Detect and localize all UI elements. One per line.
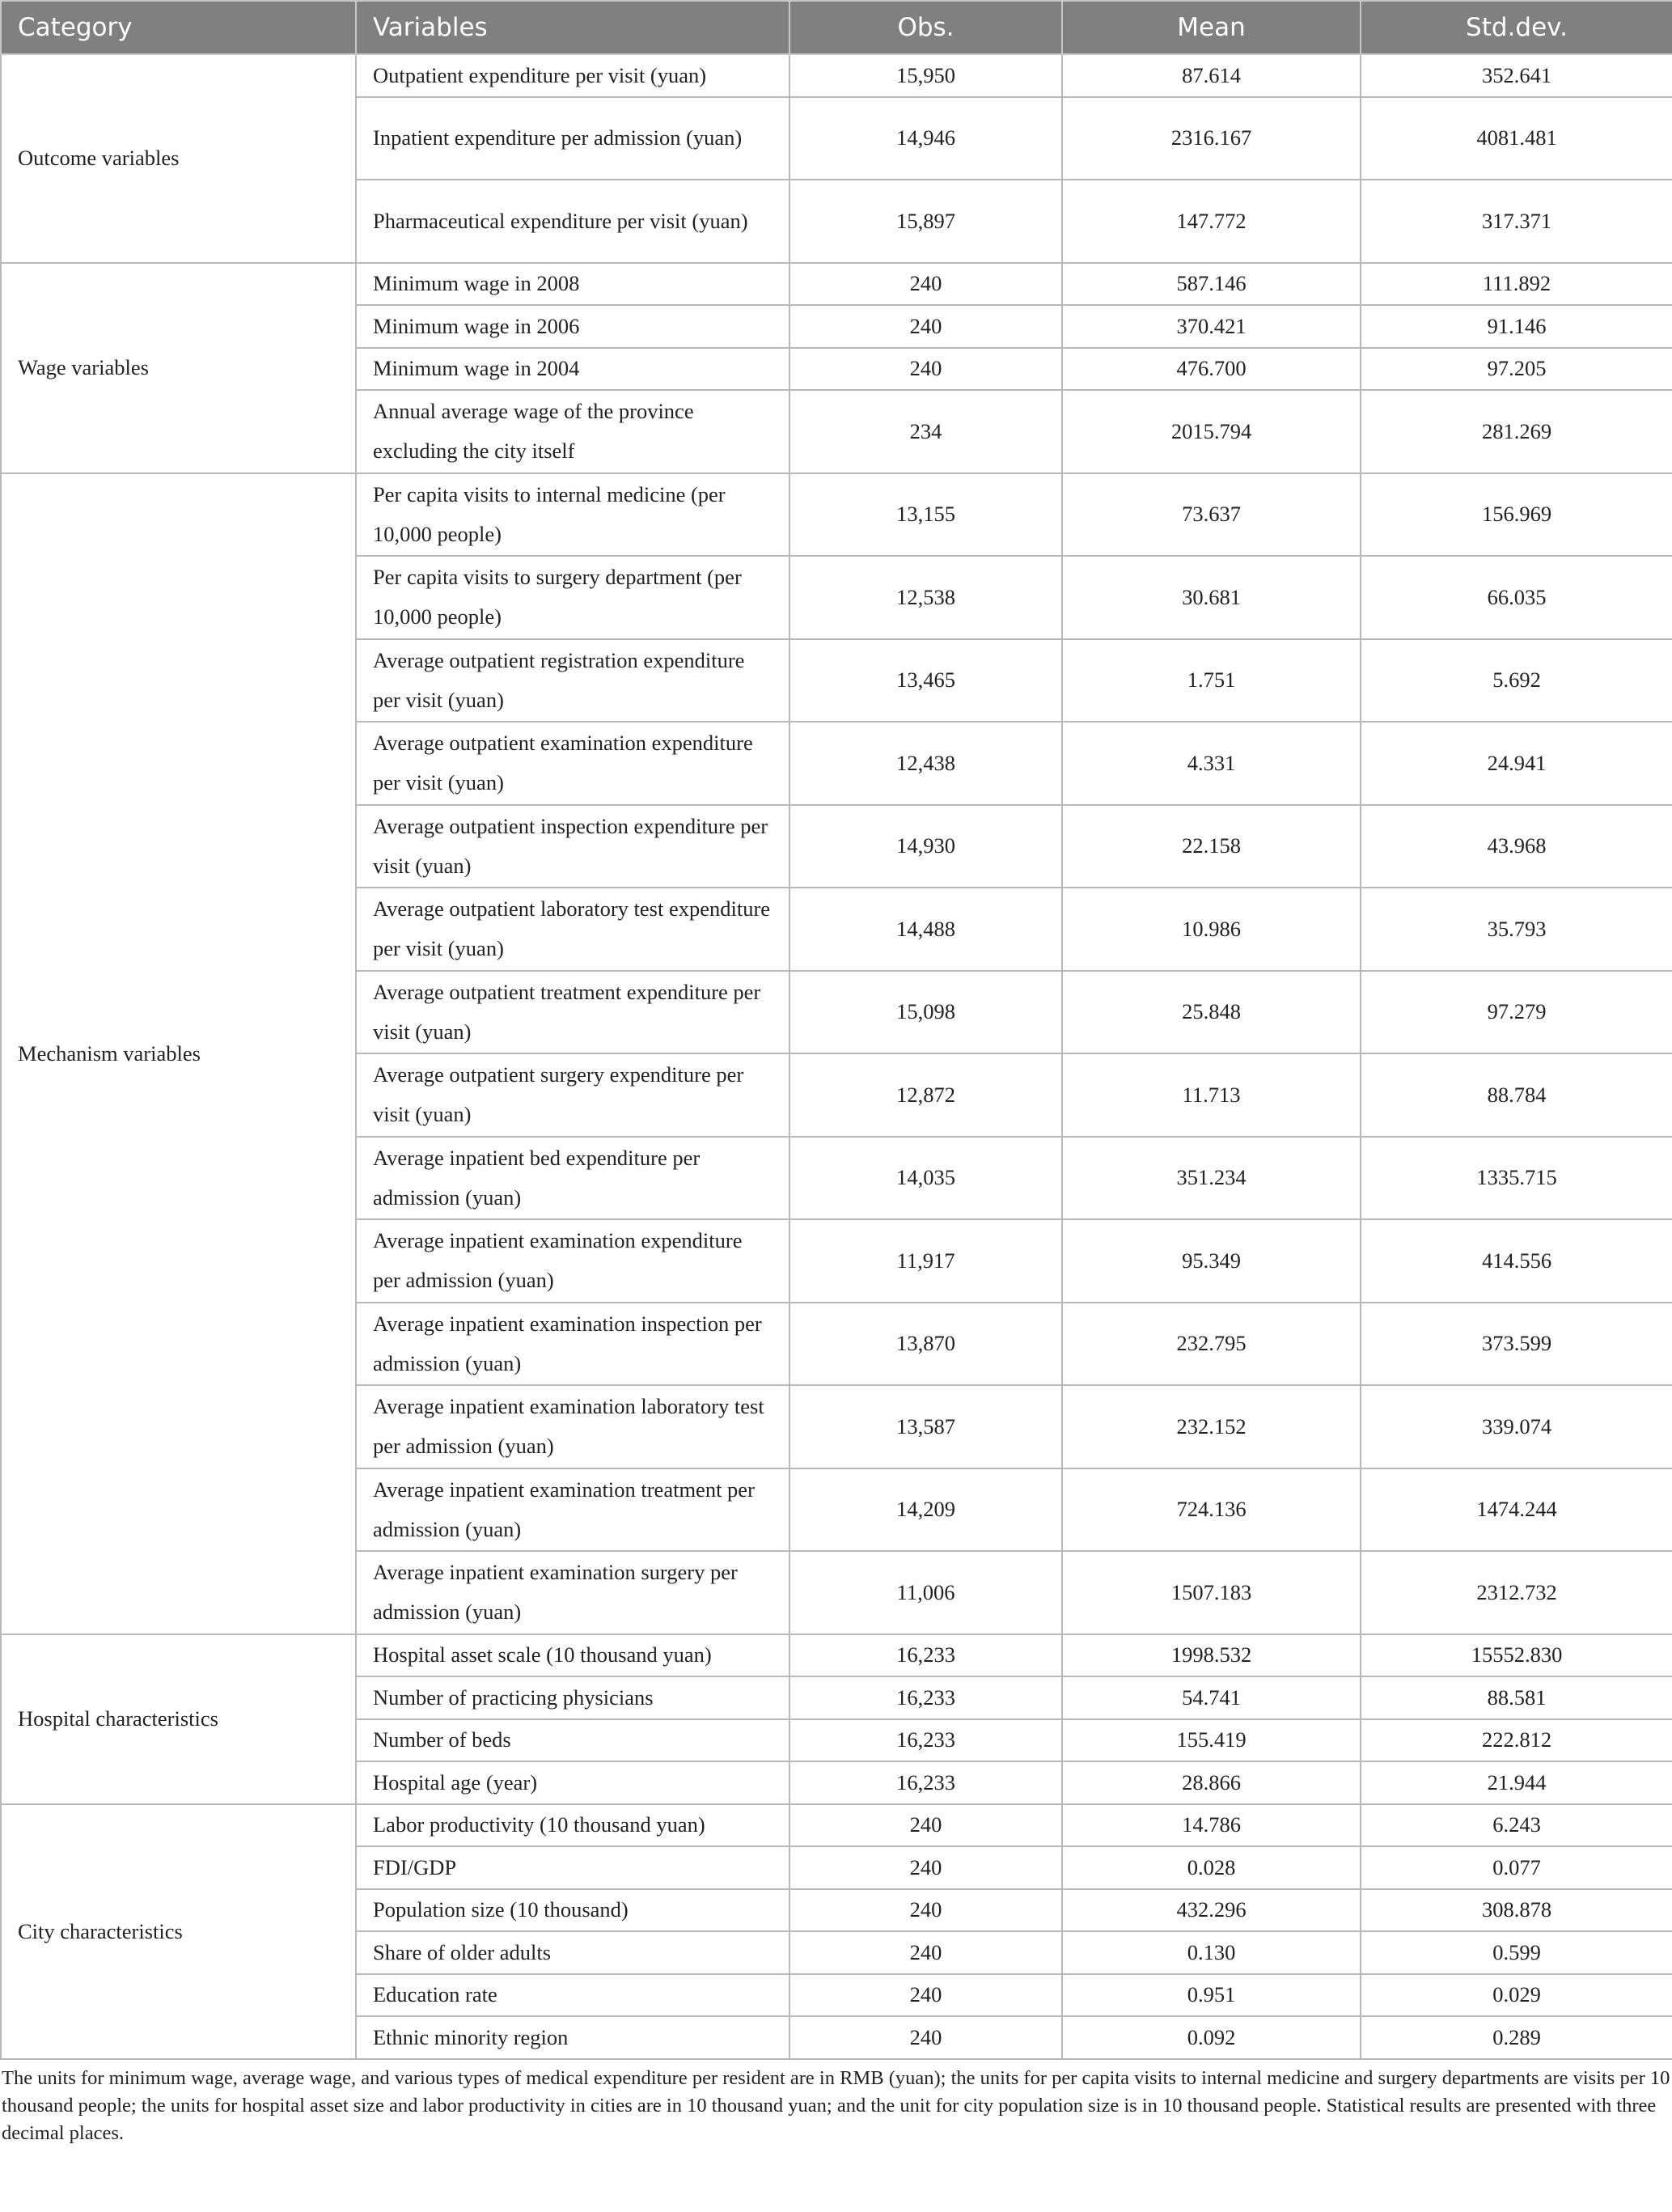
- variable-cell: Average inpatient examination laboratory test per admission (yuan): [356, 1385, 789, 1468]
- obs-cell: 14,930: [789, 805, 1062, 888]
- std-dev-cell: 156.969: [1361, 473, 1672, 557]
- obs-cell: 240: [789, 1931, 1062, 1974]
- mean-cell: 1507.183: [1062, 1551, 1361, 1634]
- std-dev-cell: 222.812: [1361, 1719, 1672, 1762]
- std-dev-cell: 15552.830: [1361, 1634, 1672, 1677]
- mean-cell: 14.786: [1062, 1804, 1361, 1847]
- mean-cell: 30.681: [1062, 556, 1361, 639]
- category-cell: Wage variables: [1, 263, 356, 473]
- category-cell: City characteristics: [1, 1804, 356, 2059]
- mean-cell: 4.331: [1062, 722, 1361, 805]
- mean-cell: 0.092: [1062, 2016, 1361, 2059]
- std-dev-cell: 6.243: [1361, 1804, 1672, 1847]
- std-dev-cell: 317.371: [1361, 180, 1672, 263]
- obs-cell: 16,233: [789, 1634, 1062, 1677]
- table-row: [1, 473, 1672, 557]
- obs-cell: 11,006: [789, 1551, 1062, 1634]
- std-dev-cell: 43.968: [1361, 805, 1672, 888]
- mean-cell: 232.795: [1062, 1303, 1361, 1386]
- table-row: [1, 54, 1672, 97]
- std-dev-cell: 1335.715: [1361, 1137, 1672, 1220]
- variable-cell: Average outpatient treatment expenditure per visit (yuan): [356, 971, 789, 1054]
- mean-cell: 476.700: [1062, 348, 1361, 391]
- std-dev-cell: 97.205: [1361, 348, 1672, 391]
- header-variables: Variables: [356, 1, 789, 54]
- obs-cell: 14,488: [789, 888, 1062, 971]
- std-dev-cell: 373.599: [1361, 1303, 1672, 1386]
- variable-cell: Annual average wage of the province excluding the city itself: [356, 390, 789, 473]
- std-dev-cell: 21.944: [1361, 1761, 1672, 1804]
- obs-cell: 240: [789, 305, 1062, 348]
- variable-cell: Labor productivity (10 thousand yuan): [356, 1804, 789, 1847]
- variable-cell: Pharmaceutical expenditure per visit (yuan): [356, 180, 789, 263]
- variable-cell: Number of beds: [356, 1719, 789, 1762]
- mean-cell: 28.866: [1062, 1761, 1361, 1804]
- obs-cell: 14,209: [789, 1468, 1062, 1552]
- category-cell: Outcome variables: [1, 54, 356, 263]
- variable-cell: Average inpatient bed expenditure per admission (yuan): [356, 1137, 789, 1220]
- variable-cell: FDI/GDP: [356, 1846, 789, 1889]
- obs-cell: 13,155: [789, 473, 1062, 557]
- mean-cell: 587.146: [1062, 263, 1361, 306]
- obs-cell: 11,917: [789, 1219, 1062, 1303]
- obs-cell: 16,233: [789, 1761, 1062, 1804]
- table-footnote: The units for minimum wage, average wage, and various types of medical expenditure per resident are in RMB (yuan); the units for per capita visits to internal medicine and surgery departments are visits per 10 thousand people; the units for hospital asset size and labor productivity in cities are in 10 thousand yuan; and the unit for city population size is in 10 thousand people. Statistical results are presented with three decimal places.: [2, 2066, 1670, 2144]
- variable-cell: Per capita visits to surgery department (per 10,000 people): [356, 556, 789, 639]
- std-dev-cell: 0.599: [1361, 1931, 1672, 1974]
- obs-cell: 16,233: [789, 1719, 1062, 1762]
- variable-cell: Minimum wage in 2008: [356, 263, 789, 306]
- mean-cell: 0.951: [1062, 1974, 1361, 2017]
- mean-cell: 10.986: [1062, 888, 1361, 971]
- variable-cell: Per capita visits to internal medicine (per 10,000 people): [356, 473, 789, 557]
- obs-cell: 13,465: [789, 639, 1062, 723]
- std-dev-cell: 414.556: [1361, 1219, 1672, 1303]
- mean-cell: 351.234: [1062, 1137, 1361, 1220]
- std-dev-cell: 352.641: [1361, 54, 1672, 97]
- std-dev-cell: 281.269: [1361, 390, 1672, 473]
- mean-cell: 2316.167: [1062, 97, 1361, 180]
- mean-cell: 22.158: [1062, 805, 1361, 888]
- header-std-dev: Std.dev.: [1361, 1, 1672, 54]
- std-dev-cell: 88.784: [1361, 1053, 1672, 1137]
- obs-cell: 15,897: [789, 180, 1062, 263]
- obs-cell: 240: [789, 1974, 1062, 2017]
- std-dev-cell: 308.878: [1361, 1889, 1672, 1932]
- std-dev-cell: 0.289: [1361, 2016, 1672, 2059]
- variable-cell: Average inpatient examination expenditure per admission (yuan): [356, 1219, 789, 1303]
- std-dev-cell: 91.146: [1361, 305, 1672, 348]
- variable-cell: Population size (10 thousand): [356, 1889, 789, 1932]
- variable-cell: Hospital asset scale (10 thousand yuan): [356, 1634, 789, 1677]
- variable-cell: Education rate: [356, 1974, 789, 2017]
- mean-cell: 87.614: [1062, 54, 1361, 97]
- obs-cell: 240: [789, 2016, 1062, 2059]
- variable-cell: Ethnic minority region: [356, 2016, 789, 2059]
- variable-cell: Average outpatient registration expenditure per visit (yuan): [356, 639, 789, 723]
- std-dev-cell: 35.793: [1361, 888, 1672, 971]
- obs-cell: 240: [789, 348, 1062, 391]
- obs-cell: 240: [789, 1804, 1062, 1847]
- std-dev-cell: 111.892: [1361, 263, 1672, 306]
- mean-cell: 0.130: [1062, 1931, 1361, 1974]
- mean-cell: 232.152: [1062, 1385, 1361, 1468]
- mean-cell: 11.713: [1062, 1053, 1361, 1137]
- std-dev-cell: 97.279: [1361, 971, 1672, 1054]
- obs-cell: 16,233: [789, 1676, 1062, 1719]
- mean-cell: 54.741: [1062, 1676, 1361, 1719]
- table-body: [1, 54, 1672, 2059]
- variable-cell: Average inpatient examination surgery per admission (yuan): [356, 1551, 789, 1634]
- variable-cell: Average outpatient surgery expenditure per visit (yuan): [356, 1053, 789, 1137]
- obs-cell: 13,587: [789, 1385, 1062, 1468]
- mean-cell: 1.751: [1062, 639, 1361, 723]
- category-cell: Mechanism variables: [1, 473, 356, 1634]
- mean-cell: 724.136: [1062, 1468, 1361, 1552]
- mean-cell: 2015.794: [1062, 390, 1361, 473]
- std-dev-cell: 66.035: [1361, 556, 1672, 639]
- category-cell: Hospital characteristics: [1, 1634, 356, 1804]
- std-dev-cell: 88.581: [1361, 1676, 1672, 1719]
- obs-cell: 14,035: [789, 1137, 1062, 1220]
- header-mean: Mean: [1062, 1, 1361, 54]
- variable-cell: Average outpatient inspection expenditure per visit (yuan): [356, 805, 789, 888]
- variable-cell: Number of practicing physicians: [356, 1676, 789, 1719]
- mean-cell: 73.637: [1062, 473, 1361, 557]
- mean-cell: 1998.532: [1062, 1634, 1361, 1677]
- variable-cell: Minimum wage in 2004: [356, 348, 789, 391]
- variable-cell: Inpatient expenditure per admission (yuan): [356, 97, 789, 180]
- std-dev-cell: 0.029: [1361, 1974, 1672, 2017]
- variable-cell: Minimum wage in 2006: [356, 305, 789, 348]
- obs-cell: 240: [789, 1889, 1062, 1932]
- obs-cell: 12,438: [789, 722, 1062, 805]
- std-dev-cell: 1474.244: [1361, 1468, 1672, 1552]
- table-row: [1, 263, 1672, 306]
- table-row: [1, 1804, 1672, 1847]
- obs-cell: 13,870: [789, 1303, 1062, 1386]
- obs-cell: 12,538: [789, 556, 1062, 639]
- header-category: Category: [1, 1, 356, 54]
- std-dev-cell: 24.941: [1361, 722, 1672, 805]
- mean-cell: 147.772: [1062, 180, 1361, 263]
- obs-cell: 240: [789, 1846, 1062, 1889]
- mean-cell: 0.028: [1062, 1846, 1361, 1889]
- obs-cell: 15,950: [789, 54, 1062, 97]
- mean-cell: 155.419: [1062, 1719, 1361, 1762]
- mean-cell: 432.296: [1062, 1889, 1361, 1932]
- variable-cell: Average inpatient examination inspection per admission (yuan): [356, 1303, 789, 1386]
- std-dev-cell: 0.077: [1361, 1846, 1672, 1889]
- variable-cell: Share of older adults: [356, 1931, 789, 1974]
- std-dev-cell: 4081.481: [1361, 97, 1672, 180]
- obs-cell: 12,872: [789, 1053, 1062, 1137]
- obs-cell: 14,946: [789, 97, 1062, 180]
- mean-cell: 370.421: [1062, 305, 1361, 348]
- table-header-row: [1, 1, 1672, 54]
- std-dev-cell: 2312.732: [1361, 1551, 1672, 1634]
- mean-cell: 95.349: [1062, 1219, 1361, 1303]
- variable-cell: Average inpatient examination treatment per admission (yuan): [356, 1468, 789, 1552]
- table-row: [1, 1634, 1672, 1677]
- obs-cell: 234: [789, 390, 1062, 473]
- mean-cell: 25.848: [1062, 971, 1361, 1054]
- variable-cell: Average outpatient examination expenditure per visit (yuan): [356, 722, 789, 805]
- variable-cell: Average outpatient laboratory test expenditure per visit (yuan): [356, 888, 789, 971]
- obs-cell: 15,098: [789, 971, 1062, 1054]
- obs-cell: 240: [789, 263, 1062, 306]
- std-dev-cell: 339.074: [1361, 1385, 1672, 1468]
- std-dev-cell: 5.692: [1361, 639, 1672, 723]
- variable-cell: Hospital age (year): [356, 1761, 789, 1804]
- variable-cell: Outpatient expenditure per visit (yuan): [356, 54, 789, 97]
- header-obs: Obs.: [789, 1, 1062, 54]
